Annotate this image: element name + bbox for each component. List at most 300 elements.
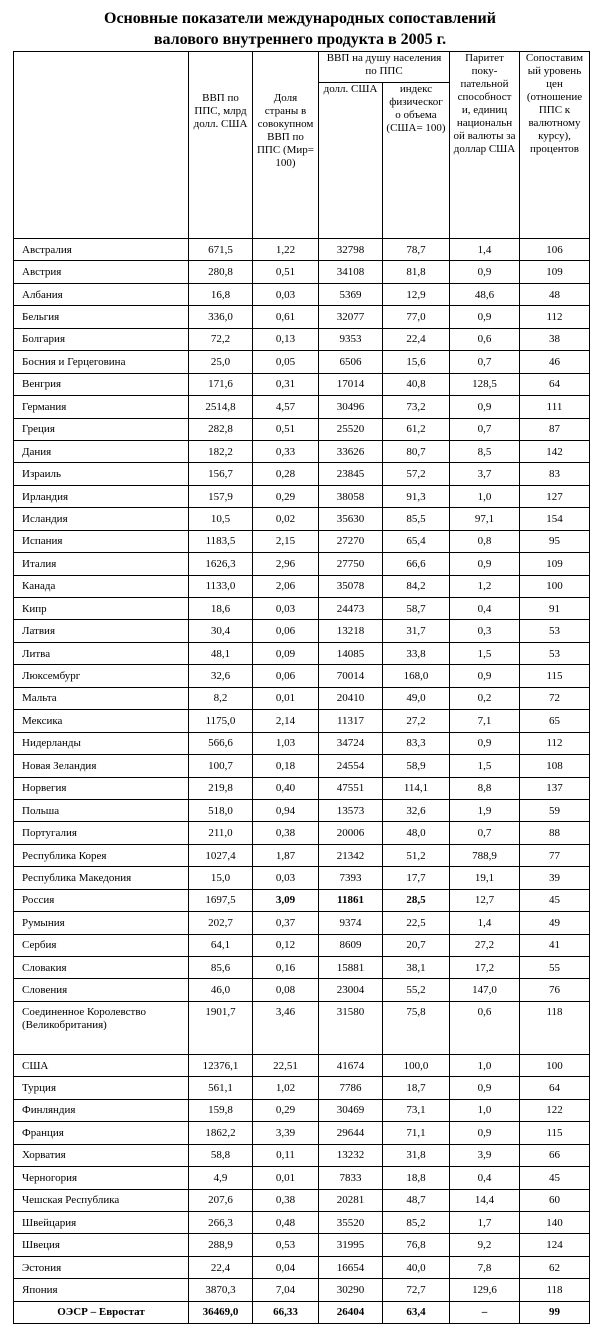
cell-per-capita-usd: 32077	[319, 306, 383, 328]
cell-share: 3,39	[253, 1122, 319, 1144]
cell-gdp: 85,6	[189, 957, 253, 979]
cell-gdp: 211,0	[189, 822, 253, 844]
cell-volume-index: 17,7	[383, 867, 450, 889]
cell-price-level: 127	[520, 485, 590, 507]
cell-volume-index: 31,8	[383, 1144, 450, 1166]
cell-country: Новая Зеландия	[14, 755, 189, 777]
cell-volume-index: 58,9	[383, 755, 450, 777]
cell-gdp: 1133,0	[189, 575, 253, 597]
cell-share: 0,40	[253, 777, 319, 799]
cell-share: 0,94	[253, 799, 319, 821]
cell-per-capita-usd: 14085	[319, 642, 383, 664]
table-row	[14, 1077, 590, 1099]
cell-per-capita-usd: 11861	[319, 889, 383, 911]
cell-volume-index: 22,4	[383, 328, 450, 350]
gdp-comparison-table	[13, 51, 590, 1324]
cell-share: 0,29	[253, 1099, 319, 1121]
cell-price-level: 115	[520, 1122, 590, 1144]
table-row	[14, 755, 590, 777]
cell-volume-index: 48,0	[383, 822, 450, 844]
cell-per-capita-usd: 7393	[319, 867, 383, 889]
table-row	[14, 463, 590, 485]
cell-gdp: 202,7	[189, 912, 253, 934]
table-row	[14, 957, 590, 979]
cell-parity: 0,7	[450, 351, 520, 373]
cell-country: Люксембург	[14, 665, 189, 687]
cell-price-level: 140	[520, 1211, 590, 1233]
cell-price-level: 53	[520, 642, 590, 664]
header-parity: Паритет поку- пательной способност и, единиц национальн ой валюты за доллар США	[450, 52, 520, 239]
cell-price-level: 83	[520, 463, 590, 485]
cell-price-level: 64	[520, 373, 590, 395]
cell-gdp: 100,7	[189, 755, 253, 777]
cell-country: Словакия	[14, 957, 189, 979]
cell-price-level: 137	[520, 777, 590, 799]
cell-gdp: 22,4	[189, 1256, 253, 1278]
cell-country: Албания	[14, 283, 189, 305]
cell-share: 0,03	[253, 598, 319, 620]
cell-per-capita-usd: 41674	[319, 1054, 383, 1076]
cell-volume-index: 38,1	[383, 957, 450, 979]
cell-price-level: 109	[520, 261, 590, 283]
cell-share: 0,06	[253, 665, 319, 687]
cell-gdp: 25,0	[189, 351, 253, 373]
cell-share: 0,51	[253, 261, 319, 283]
cell-volume-index: 28,5	[383, 889, 450, 911]
table-row	[14, 553, 590, 575]
cell-parity: 1,5	[450, 755, 520, 777]
cell-country: Швейцария	[14, 1211, 189, 1233]
cell-price-level: 95	[520, 530, 590, 552]
cell-price-level: 100	[520, 575, 590, 597]
table-row	[14, 665, 590, 687]
cell-share: 0,09	[253, 642, 319, 664]
table-row	[14, 1001, 590, 1054]
cell-gdp: 64,1	[189, 934, 253, 956]
cell-price-level: 122	[520, 1099, 590, 1121]
header-per-capita-group: ВВП на душу населения по ППС	[319, 52, 450, 83]
cell-parity: 8,8	[450, 777, 520, 799]
cell-per-capita-usd: 9353	[319, 328, 383, 350]
table-row	[14, 530, 590, 552]
cell-gdp: 10,5	[189, 508, 253, 530]
cell-share: 0,01	[253, 1167, 319, 1189]
cell-volume-index: 18,7	[383, 1077, 450, 1099]
cell-per-capita-usd: 27270	[319, 530, 383, 552]
cell-country: Республика Корея	[14, 844, 189, 866]
cell-volume-index: 65,4	[383, 530, 450, 552]
cell-share: 0,11	[253, 1144, 319, 1166]
table-row	[14, 889, 590, 911]
cell-volume-index: 168,0	[383, 665, 450, 687]
cell-parity: 17,2	[450, 957, 520, 979]
cell-parity: 0,9	[450, 306, 520, 328]
cell-share: 0,04	[253, 1256, 319, 1278]
cell-gdp: 2514,8	[189, 396, 253, 418]
table-row	[14, 799, 590, 821]
cell-parity: 1,2	[450, 575, 520, 597]
cell-share: 0,38	[253, 822, 319, 844]
table-row	[14, 1234, 590, 1256]
page-title	[0, 0, 600, 52]
cell-country: Франция	[14, 1122, 189, 1144]
table-row	[14, 1167, 590, 1189]
header-usd: долл. США	[319, 83, 383, 239]
cell-share: 0,05	[253, 351, 319, 373]
cell-price-level: 109	[520, 553, 590, 575]
cell-country: Чешская Республика	[14, 1189, 189, 1211]
cell-gdp: 4,9	[189, 1167, 253, 1189]
table-row	[14, 867, 590, 889]
total-cell-gdp: 36469,0	[189, 1301, 253, 1323]
cell-parity: 129,6	[450, 1279, 520, 1301]
header-country	[14, 52, 189, 239]
cell-country: Австралия	[14, 239, 189, 261]
table-row	[14, 732, 590, 754]
cell-parity: 1,9	[450, 799, 520, 821]
table-row	[14, 485, 590, 507]
cell-volume-index: 32,6	[383, 799, 450, 821]
table-row	[14, 1256, 590, 1278]
table-row	[14, 396, 590, 418]
cell-share: 0,29	[253, 485, 319, 507]
cell-country: Венгрия	[14, 373, 189, 395]
table-row	[14, 351, 590, 373]
header-gdp: ВВП по ППС, млрд долл. США	[189, 52, 253, 239]
cell-parity: 1,7	[450, 1211, 520, 1233]
cell-parity: 14,4	[450, 1189, 520, 1211]
cell-price-level: 124	[520, 1234, 590, 1256]
cell-country: Болгария	[14, 328, 189, 350]
cell-country: Япония	[14, 1279, 189, 1301]
cell-parity: 788,9	[450, 844, 520, 866]
cell-price-level: 100	[520, 1054, 590, 1076]
cell-price-level: 111	[520, 396, 590, 418]
cell-parity: 7,1	[450, 710, 520, 732]
table-row	[14, 373, 590, 395]
cell-volume-index: 18,8	[383, 1167, 450, 1189]
cell-per-capita-usd: 13218	[319, 620, 383, 642]
cell-country: Соединенное Королевство (Великобритания)	[14, 1001, 189, 1054]
cell-country: Польша	[14, 799, 189, 821]
table-row	[14, 687, 590, 709]
cell-country: Сербия	[14, 934, 189, 956]
cell-country: Эстония	[14, 1256, 189, 1278]
cell-per-capita-usd: 23004	[319, 979, 383, 1001]
cell-volume-index: 55,2	[383, 979, 450, 1001]
cell-per-capita-usd: 30496	[319, 396, 383, 418]
cell-per-capita-usd: 24473	[319, 598, 383, 620]
cell-parity: 0,9	[450, 732, 520, 754]
total-cell-parity: –	[450, 1301, 520, 1323]
cell-price-level: 60	[520, 1189, 590, 1211]
cell-gdp: 219,8	[189, 777, 253, 799]
cell-gdp: 1175,0	[189, 710, 253, 732]
cell-parity: 0,9	[450, 553, 520, 575]
cell-country: Дания	[14, 440, 189, 462]
cell-price-level: 87	[520, 418, 590, 440]
cell-volume-index: 48,7	[383, 1189, 450, 1211]
table-row	[14, 844, 590, 866]
cell-price-level: 76	[520, 979, 590, 1001]
cell-parity: 0,9	[450, 665, 520, 687]
cell-parity: 1,5	[450, 642, 520, 664]
table-row	[14, 575, 590, 597]
cell-price-level: 112	[520, 306, 590, 328]
cell-country: Нидерланды	[14, 732, 189, 754]
table-row	[14, 508, 590, 530]
cell-gdp: 182,2	[189, 440, 253, 462]
cell-volume-index: 114,1	[383, 777, 450, 799]
cell-gdp: 16,8	[189, 283, 253, 305]
cell-country: Республика Македония	[14, 867, 189, 889]
cell-parity: 0,3	[450, 620, 520, 642]
cell-gdp: 1697,5	[189, 889, 253, 911]
cell-country: Румыния	[14, 912, 189, 934]
table-row	[14, 598, 590, 620]
cell-country: Литва	[14, 642, 189, 664]
cell-country: Канада	[14, 575, 189, 597]
cell-per-capita-usd: 13232	[319, 1144, 383, 1166]
cell-per-capita-usd: 20281	[319, 1189, 383, 1211]
table-row	[14, 1099, 590, 1121]
cell-volume-index: 81,8	[383, 261, 450, 283]
cell-per-capita-usd: 34724	[319, 732, 383, 754]
cell-share: 0,38	[253, 1189, 319, 1211]
cell-per-capita-usd: 31995	[319, 1234, 383, 1256]
cell-price-level: 142	[520, 440, 590, 462]
cell-parity: 48,6	[450, 283, 520, 305]
cell-gdp: 15,0	[189, 867, 253, 889]
cell-volume-index: 66,6	[383, 553, 450, 575]
cell-price-level: 65	[520, 710, 590, 732]
cell-gdp: 518,0	[189, 799, 253, 821]
cell-volume-index: 76,8	[383, 1234, 450, 1256]
cell-volume-index: 61,2	[383, 418, 450, 440]
cell-share: 3,46	[253, 1001, 319, 1054]
cell-share: 7,04	[253, 1279, 319, 1301]
total-cell-price-level: 99	[520, 1301, 590, 1323]
cell-per-capita-usd: 25520	[319, 418, 383, 440]
cell-parity: 0,2	[450, 687, 520, 709]
total-cell-share: 66,33	[253, 1301, 319, 1323]
cell-gdp: 48,1	[189, 642, 253, 664]
cell-share: 1,02	[253, 1077, 319, 1099]
cell-share: 4,57	[253, 396, 319, 418]
header-price-level: Сопоставим ый уровень цен (отношение ППС к валютному курсу), процентов	[520, 52, 590, 239]
cell-price-level: 45	[520, 889, 590, 911]
cell-price-level: 38	[520, 328, 590, 350]
cell-share: 0,03	[253, 283, 319, 305]
cell-gdp: 1626,3	[189, 553, 253, 575]
cell-parity: 0,9	[450, 396, 520, 418]
cell-parity: 0,9	[450, 1077, 520, 1099]
cell-parity: 1,0	[450, 1099, 520, 1121]
title-line-2: валового внутреннего продукта в 2005 г.	[153, 31, 447, 48]
cell-price-level: 46	[520, 351, 590, 373]
cell-parity: 3,9	[450, 1144, 520, 1166]
cell-parity: 128,5	[450, 373, 520, 395]
cell-gdp: 1901,7	[189, 1001, 253, 1054]
cell-volume-index: 51,2	[383, 844, 450, 866]
cell-parity: 0,7	[450, 418, 520, 440]
cell-per-capita-usd: 7786	[319, 1077, 383, 1099]
cell-parity: 0,8	[450, 530, 520, 552]
cell-country: Россия	[14, 889, 189, 911]
cell-share: 0,18	[253, 755, 319, 777]
cell-country: Ирландия	[14, 485, 189, 507]
header-index: индекс физическог о объема (США= 100)	[383, 83, 450, 239]
cell-per-capita-usd: 30469	[319, 1099, 383, 1121]
cell-per-capita-usd: 13573	[319, 799, 383, 821]
cell-per-capita-usd: 34108	[319, 261, 383, 283]
total-cell-per-capita-usd: 26404	[319, 1301, 383, 1323]
cell-volume-index: 72,7	[383, 1279, 450, 1301]
table-row	[14, 1054, 590, 1076]
cell-country: Греция	[14, 418, 189, 440]
cell-volume-index: 40,0	[383, 1256, 450, 1278]
cell-share: 0,01	[253, 687, 319, 709]
cell-country: Латвия	[14, 620, 189, 642]
cell-country: Исландия	[14, 508, 189, 530]
cell-parity: 27,2	[450, 934, 520, 956]
cell-country: Хорватия	[14, 1144, 189, 1166]
cell-share: 1,03	[253, 732, 319, 754]
total-cell-country: ОЭСР – Евростат	[14, 1301, 189, 1323]
cell-gdp: 280,8	[189, 261, 253, 283]
table-row	[14, 306, 590, 328]
cell-gdp: 12376,1	[189, 1054, 253, 1076]
cell-gdp: 3870,3	[189, 1279, 253, 1301]
cell-volume-index: 57,2	[383, 463, 450, 485]
cell-parity: 0,4	[450, 598, 520, 620]
cell-parity: 3,7	[450, 463, 520, 485]
cell-share: 0,31	[253, 373, 319, 395]
cell-per-capita-usd: 27750	[319, 553, 383, 575]
cell-share: 0,13	[253, 328, 319, 350]
cell-price-level: 106	[520, 239, 590, 261]
cell-share: 0,02	[253, 508, 319, 530]
cell-volume-index: 75,8	[383, 1001, 450, 1054]
table-row	[14, 620, 590, 642]
cell-volume-index: 73,2	[383, 396, 450, 418]
cell-price-level: 64	[520, 1077, 590, 1099]
cell-volume-index: 84,2	[383, 575, 450, 597]
cell-per-capita-usd: 20006	[319, 822, 383, 844]
cell-country: Израиль	[14, 463, 189, 485]
table-row	[14, 777, 590, 799]
cell-country: Кипр	[14, 598, 189, 620]
cell-price-level: 115	[520, 665, 590, 687]
table-row	[14, 642, 590, 664]
cell-price-level: 118	[520, 1001, 590, 1054]
cell-gdp: 156,7	[189, 463, 253, 485]
cell-volume-index: 85,5	[383, 508, 450, 530]
cell-parity: 1,0	[450, 1054, 520, 1076]
cell-per-capita-usd: 9374	[319, 912, 383, 934]
cell-share: 1,87	[253, 844, 319, 866]
cell-country: Бельгия	[14, 306, 189, 328]
cell-per-capita-usd: 7833	[319, 1167, 383, 1189]
cell-per-capita-usd: 35078	[319, 575, 383, 597]
cell-country: Германия	[14, 396, 189, 418]
cell-volume-index: 27,2	[383, 710, 450, 732]
cell-volume-index: 73,1	[383, 1099, 450, 1121]
cell-parity: 19,1	[450, 867, 520, 889]
cell-country: Босния и Герцеговина	[14, 351, 189, 373]
cell-price-level: 154	[520, 508, 590, 530]
cell-per-capita-usd: 47551	[319, 777, 383, 799]
cell-price-level: 108	[520, 755, 590, 777]
cell-country: Австрия	[14, 261, 189, 283]
cell-parity: 0,9	[450, 1122, 520, 1144]
cell-volume-index: 78,7	[383, 239, 450, 261]
table-body	[14, 239, 590, 1324]
cell-volume-index: 31,7	[383, 620, 450, 642]
cell-country: Финляндия	[14, 1099, 189, 1121]
cell-share: 0,03	[253, 867, 319, 889]
cell-per-capita-usd: 35520	[319, 1211, 383, 1233]
cell-per-capita-usd: 30290	[319, 1279, 383, 1301]
cell-price-level: 112	[520, 732, 590, 754]
cell-per-capita-usd: 70014	[319, 665, 383, 687]
cell-share: 0,33	[253, 440, 319, 462]
cell-price-level: 59	[520, 799, 590, 821]
cell-volume-index: 85,2	[383, 1211, 450, 1233]
cell-country: Швеция	[14, 1234, 189, 1256]
cell-parity: 0,7	[450, 822, 520, 844]
table-row	[14, 328, 590, 350]
cell-parity: 1,4	[450, 912, 520, 934]
cell-gdp: 1183,5	[189, 530, 253, 552]
cell-per-capita-usd: 35630	[319, 508, 383, 530]
cell-per-capita-usd: 23845	[319, 463, 383, 485]
cell-volume-index: 20,7	[383, 934, 450, 956]
cell-gdp: 266,3	[189, 1211, 253, 1233]
cell-per-capita-usd: 29644	[319, 1122, 383, 1144]
cell-share: 0,61	[253, 306, 319, 328]
cell-gdp: 671,5	[189, 239, 253, 261]
cell-price-level: 45	[520, 1167, 590, 1189]
cell-parity: 1,4	[450, 239, 520, 261]
cell-per-capita-usd: 38058	[319, 485, 383, 507]
cell-parity: 147,0	[450, 979, 520, 1001]
cell-volume-index: 91,3	[383, 485, 450, 507]
cell-share: 0,12	[253, 934, 319, 956]
cell-gdp: 18,6	[189, 598, 253, 620]
cell-per-capita-usd: 15881	[319, 957, 383, 979]
cell-parity: 1,0	[450, 485, 520, 507]
cell-country: Италия	[14, 553, 189, 575]
cell-per-capita-usd: 17014	[319, 373, 383, 395]
cell-share: 0,51	[253, 418, 319, 440]
cell-country: Португалия	[14, 822, 189, 844]
cell-country: Испания	[14, 530, 189, 552]
cell-price-level: 39	[520, 867, 590, 889]
cell-parity: 97,1	[450, 508, 520, 530]
table-row	[14, 1211, 590, 1233]
table-row	[14, 1122, 590, 1144]
cell-volume-index: 58,7	[383, 598, 450, 620]
cell-price-level: 88	[520, 822, 590, 844]
cell-price-level: 53	[520, 620, 590, 642]
cell-volume-index: 71,1	[383, 1122, 450, 1144]
cell-share: 0,37	[253, 912, 319, 934]
table-row	[14, 979, 590, 1001]
cell-volume-index: 40,8	[383, 373, 450, 395]
cell-price-level: 72	[520, 687, 590, 709]
cell-per-capita-usd: 33626	[319, 440, 383, 462]
